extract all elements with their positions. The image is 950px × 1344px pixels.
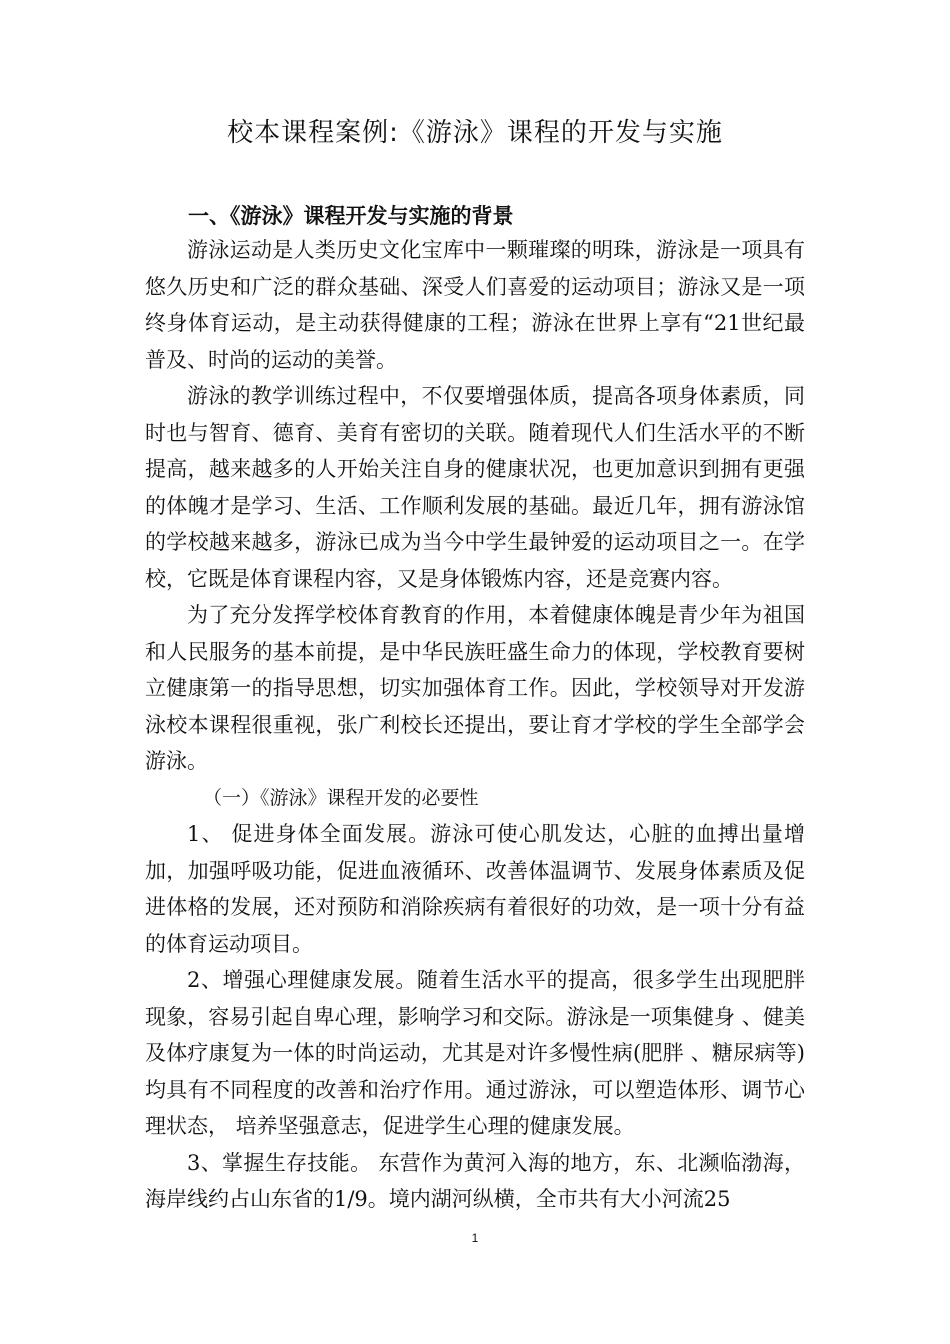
paragraph: 3、掌握生存技能。 东营作为黄河入海的地方，东、北濒临渤海，海岸线约占山东省的1/9。境内湖河纵横，全市共有大小河流25 xyxy=(145,1150,805,1211)
paragraph: 为了充分发挥学校体育教育的作用，本着健康体魄是青少年为祖国和人民服务的基本前提，是中华民族旺盛生命力的体现，学校教育要树立健康第一的指导思想，切实加强体育工作。因此，学校领导对开发游泳校本课程很重视，张广利校长还提出，要让育才学校的学生全部学会游泳。 xyxy=(145,603,805,773)
document-body xyxy=(145,232,805,1218)
paragraph: 游泳运动是人类历史文化宝库中一颗璀璨的明珠，游泳是一项具有悠久历史和广泛的群众基础、深受人们喜爱的运动项目；游泳又是一项终身体育运动，是主动获得健康的工程；游泳在世界上享有“21世纪最普及、时尚的运动的美誉。 xyxy=(145,238,805,372)
paragraph: 1、 促进身体全面发展。游泳可使心肌发达，心脏的血搏出量增加，加强呼吸功能，促进血液循环、改善体温调节、发展身体素质及促进体格的发展，还对预防和消除疾病有着很好的功效，是一项十分有益的体育运动项目。 xyxy=(145,822,805,956)
subheading: （一）《游泳》课程开发的必要性 xyxy=(203,786,479,809)
page-number: 1 xyxy=(471,1231,479,1245)
paragraph: 游泳的教学训练过程中，不仅要增强体质，提高各项身体素质，同时也与智育、德育、美育有密切的关联。随着现代人们生活水平的不断提高，越来越多的人开始关注自身的健康状况，也更加意识到拥有更强的体魄才是学习、生活、工作顺利发展的基础。最近几年，拥有游泳馆的学校越来越多，游泳已成为当今中学生最钟爱的运动项目之一。在学校，它既是体育课程内容，又是身体锻炼内容，还是竞赛内容。 xyxy=(145,384,805,591)
section-heading: 一、《游泳》课程开发与实施的背景 xyxy=(188,204,514,228)
document-title: 校本课程案例:《游泳》课程的开发与实施 xyxy=(227,118,723,148)
paragraph: 2、增强心理健康发展。随着生活水平的提高，很多学生出现肥胖现象，容易引起自卑心理，影响学习和交际。游泳是一项集健身 、健美及体疗康复为一体的时尚运动，尤其是对许多慢性病(肥胖 、糖尿病等)均具有不同程度的改善和治疗作用。通过游泳，可以塑造体形、调节心理状态， 培养坚强意志，促进学生心理的健康发展。 xyxy=(145,968,805,1138)
